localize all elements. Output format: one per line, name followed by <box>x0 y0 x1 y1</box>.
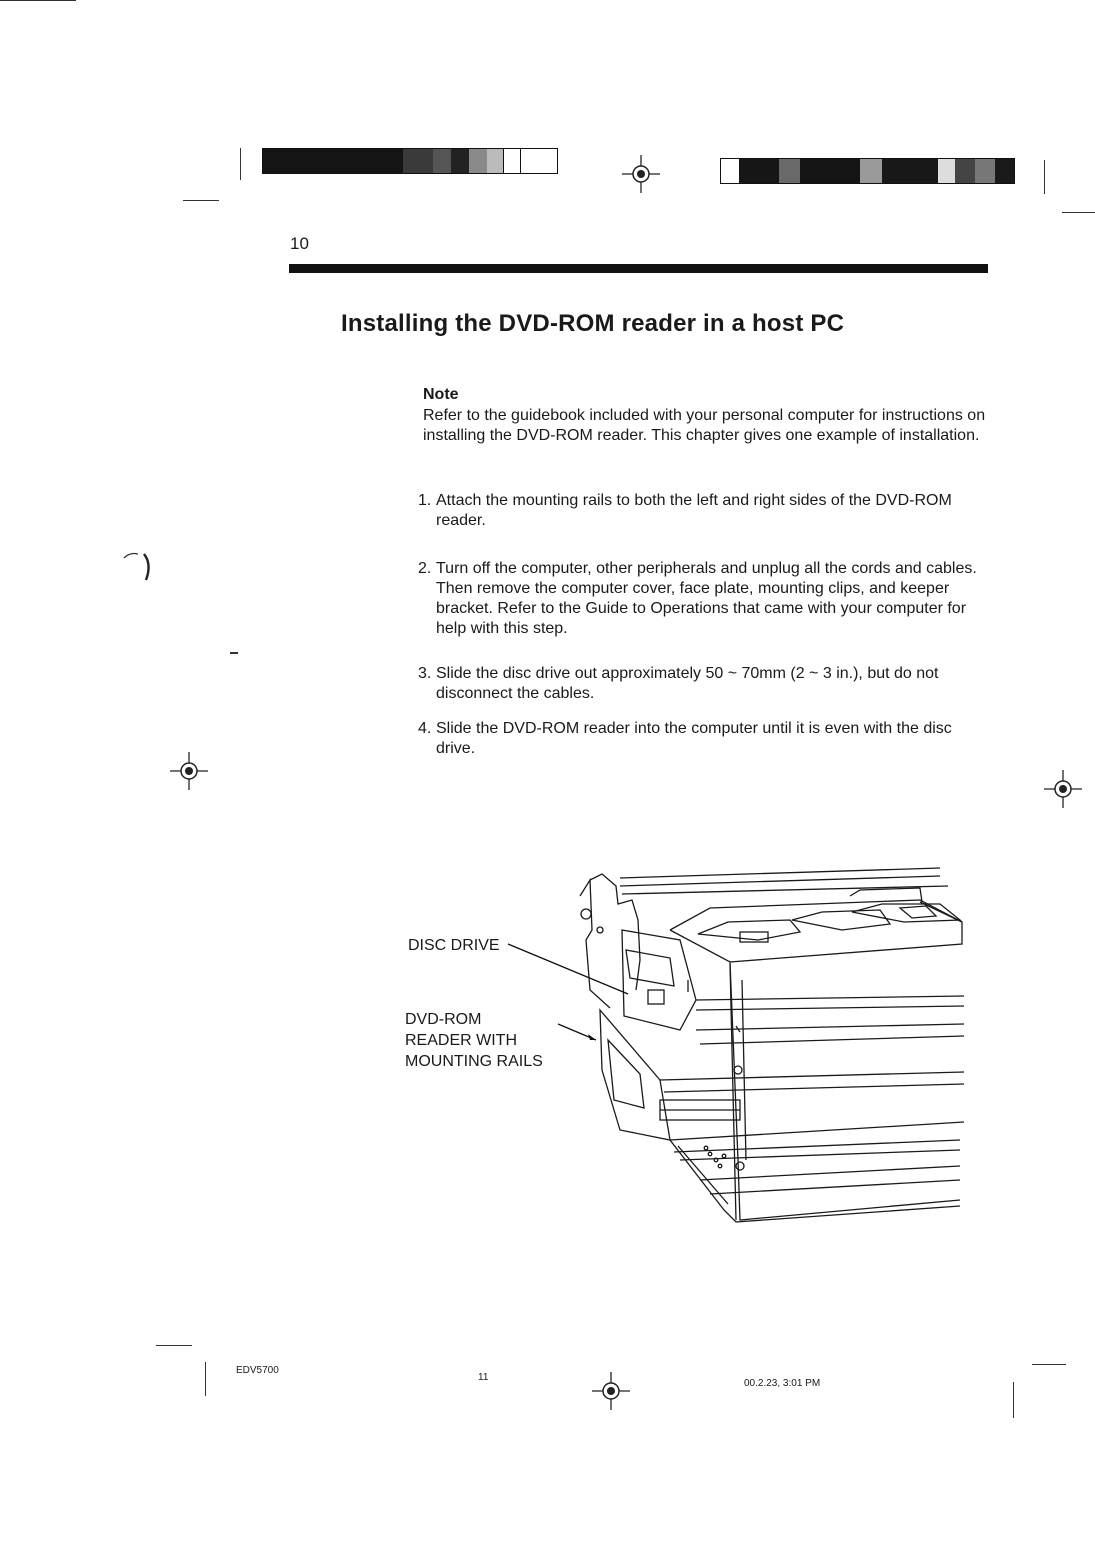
step-text: Attach the mounting rails to both the left and right sides of the DVD-ROM reader. <box>436 492 952 529</box>
registration-strip-left <box>262 148 558 174</box>
scan-mark <box>230 652 238 654</box>
registration-target-icon <box>592 1372 630 1410</box>
crop-mark <box>0 0 76 1</box>
label-line: READER WITH <box>405 1032 517 1049</box>
registration-strip-right <box>720 158 1015 184</box>
label-disc-drive: DISC DRIVE <box>408 937 500 954</box>
step-text: Slide the DVD-ROM reader into the computer until it is even with the disc drive. <box>436 720 952 757</box>
footer-sheet-number: 11 <box>478 1372 489 1383</box>
step-text: Slide the disc drive out approximately 50 ~ 70mm (2 ~ 3 in.), but do not disconnect the cables. <box>436 665 939 702</box>
crop-mark <box>240 148 241 180</box>
label-line: DVD-ROM <box>405 1011 482 1028</box>
step-number: 2. <box>418 560 432 577</box>
footer-timestamp: 00.2.23, 3:01 PM <box>744 1378 821 1389</box>
section-title: Installing the DVD-ROM reader in a host PC <box>341 310 845 337</box>
registration-target-icon <box>622 155 660 193</box>
header-rule <box>289 264 988 273</box>
registration-target-icon <box>170 752 208 790</box>
crop-mark <box>1044 160 1045 194</box>
step-number: 4. <box>418 720 432 737</box>
list-item <box>418 719 988 759</box>
page-number: 10 <box>290 234 309 253</box>
scan-mark <box>120 548 160 588</box>
list-item <box>418 559 988 639</box>
note-heading: Note <box>423 386 459 403</box>
step-text: Turn off the computer, other peripherals and unplug all the cords and cables. Then remove the computer cover, face plate, mounting clips, and keeper bracket. Refer to the Guide to Operations that came with your computer for help with this step. <box>436 560 977 637</box>
crop-mark <box>205 1362 206 1396</box>
crop-mark <box>1062 212 1095 213</box>
step-number: 3. <box>418 665 432 682</box>
label-line: MOUNTING RAILS <box>405 1053 543 1070</box>
crop-mark <box>183 200 219 201</box>
list-item <box>418 664 988 704</box>
drive-installation-illustration <box>560 860 970 1230</box>
note-body: Refer to the guidebook included with your personal computer for instructions on installing the DVD-ROM reader. This chapter gives one example of installation. <box>423 407 986 444</box>
registration-target-icon <box>1044 770 1082 808</box>
footer-model: EDV5700 <box>236 1365 279 1376</box>
crop-mark <box>1013 1382 1014 1418</box>
step-number: 1. <box>418 492 432 509</box>
crop-mark <box>156 1345 192 1346</box>
list-item <box>418 491 988 531</box>
crop-mark <box>1032 1364 1066 1365</box>
